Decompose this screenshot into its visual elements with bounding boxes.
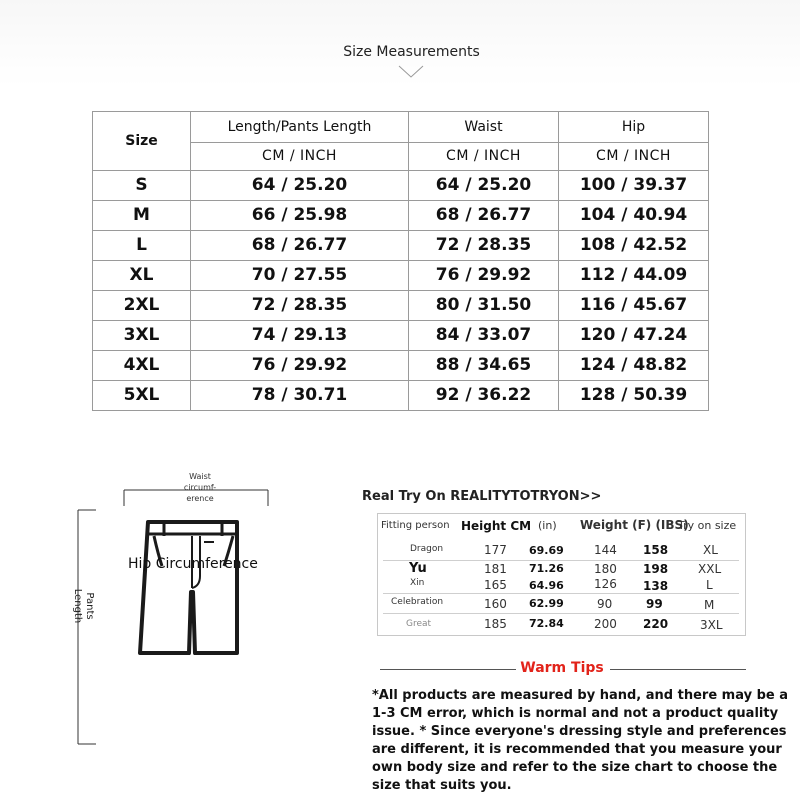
waist-cell: 76 / 29.92 [409,260,559,290]
length-cell: 64 / 25.20 [191,170,409,200]
header-person: Fitting person [381,520,450,531]
size-cell: L [93,230,191,260]
size-cell: 3XL [93,320,191,350]
height-cell: 160 [484,597,507,611]
hip-cell: 120 / 47.24 [559,320,709,350]
size-cell: XL [703,543,718,557]
unit-label: CM / INCH [559,143,709,171]
lbs-cell: 220 [643,617,669,631]
header-tryon: Try on size [678,519,737,532]
height-cell: 181 [484,562,507,576]
weight-cell: 126 [594,577,617,591]
inch-cell: 64.96 [529,579,564,592]
hip-cell: 108 / 42.52 [559,230,709,260]
size-cell: 2XL [93,290,191,320]
row-divider [383,593,739,594]
header-height: Height CM [461,519,532,533]
length-cell: 76 / 29.92 [191,350,409,380]
size-cell: S [93,170,191,200]
size-cell: L [706,578,713,592]
unit-label: CM / INCH [191,143,409,171]
hip-cell: 100 / 39.37 [559,170,709,200]
size-table [92,111,709,411]
hip-cell: 128 / 50.39 [559,380,709,410]
size-header: Size [93,112,191,171]
size-cell: 5XL [93,380,191,410]
table-row [93,380,709,410]
person-name: Xin [410,578,425,588]
waist-cell: 92 / 36.22 [409,380,559,410]
waist-cell: 84 / 33.07 [409,320,559,350]
inch-cell: 71.26 [529,562,564,575]
tips-rule-right [610,669,746,670]
page-title: Size Measurements [343,44,480,60]
col-hip-header: Hip [559,112,709,143]
waist-cell: 80 / 31.50 [409,290,559,320]
table-row [93,170,709,200]
length-cell: 66 / 25.98 [191,200,409,230]
person-name: Celebration [391,597,444,607]
inch-cell: 72.84 [529,617,564,630]
size-cell: XL [93,260,191,290]
warm-tips-title: Warm Tips [520,660,604,676]
weight-cell: 90 [597,597,613,611]
col-length-header: Length/Pants Length [191,112,409,143]
waist-cell: 68 / 26.77 [409,200,559,230]
hip-cell: 112 / 44.09 [559,260,709,290]
unit-label: CM / INCH [409,143,559,171]
table-row [93,290,709,320]
size-cell: XXL [698,562,722,576]
weight-cell: 180 [594,562,617,576]
height-cell: 165 [484,578,507,592]
weight-cell: 144 [594,543,617,557]
chevron-down-icon [397,64,425,80]
height-cell: 177 [484,543,507,557]
length-cell: 74 / 29.13 [191,320,409,350]
table-row [93,260,709,290]
length-cell: 70 / 27.55 [191,260,409,290]
hip-cell: 124 / 48.82 [559,350,709,380]
hip-cell: 104 / 40.94 [559,200,709,230]
length-cell: 72 / 28.35 [191,290,409,320]
header-weight: Weight (F) (IBS) [580,518,689,532]
length-label: Pants Length [72,588,95,624]
size-cell: M [93,200,191,230]
row-divider [383,560,739,561]
waist-label: Waist circumf- erence [183,472,217,503]
waist-cell: 88 / 34.65 [409,350,559,380]
person-name: Dragon [410,544,444,554]
length-cell: 78 / 30.71 [191,380,409,410]
size-cell: 4XL [93,350,191,380]
size-cell: 3XL [700,618,723,632]
col-waist-header: Waist [409,112,559,143]
hip-label: Hip Circumference [128,556,258,572]
weight-cell: 200 [594,617,617,631]
hip-cell: 116 / 45.67 [559,290,709,320]
waist-cell: 64 / 25.20 [409,170,559,200]
size-cell: M [704,598,715,612]
warm-tips-text: *All products are measured by hand, and there may be a 1-3 CM error, which is normal and not a product quality issue. * Since everyone's dressing style and preferences are different, it is recommended that you measure your own body size and refer to the size chart to choose the size that suits you. [372,688,788,793]
person-name: Yu [409,561,427,576]
height-cell: 185 [484,617,507,631]
inch-cell: 69.69 [529,544,564,557]
pants-diagram [0,450,340,770]
table-row [93,230,709,260]
lbs-cell: 198 [643,562,669,576]
person-name: Great [406,619,432,629]
shorts-icon [140,522,237,653]
table-row [93,350,709,380]
tips-rule-left [380,669,516,670]
table-row [93,320,709,350]
lbs-cell: 99 [646,597,663,611]
header-inch: (in) [538,519,557,532]
tryon-title: Real Try On REALITYTOTRYON>> [362,489,602,504]
table-row [93,200,709,230]
inch-cell: 62.99 [529,597,564,610]
waist-cell: 72 / 28.35 [409,230,559,260]
lbs-cell: 158 [643,543,669,557]
row-divider [383,613,739,614]
length-cell: 68 / 26.77 [191,230,409,260]
lbs-cell: 138 [643,579,669,593]
